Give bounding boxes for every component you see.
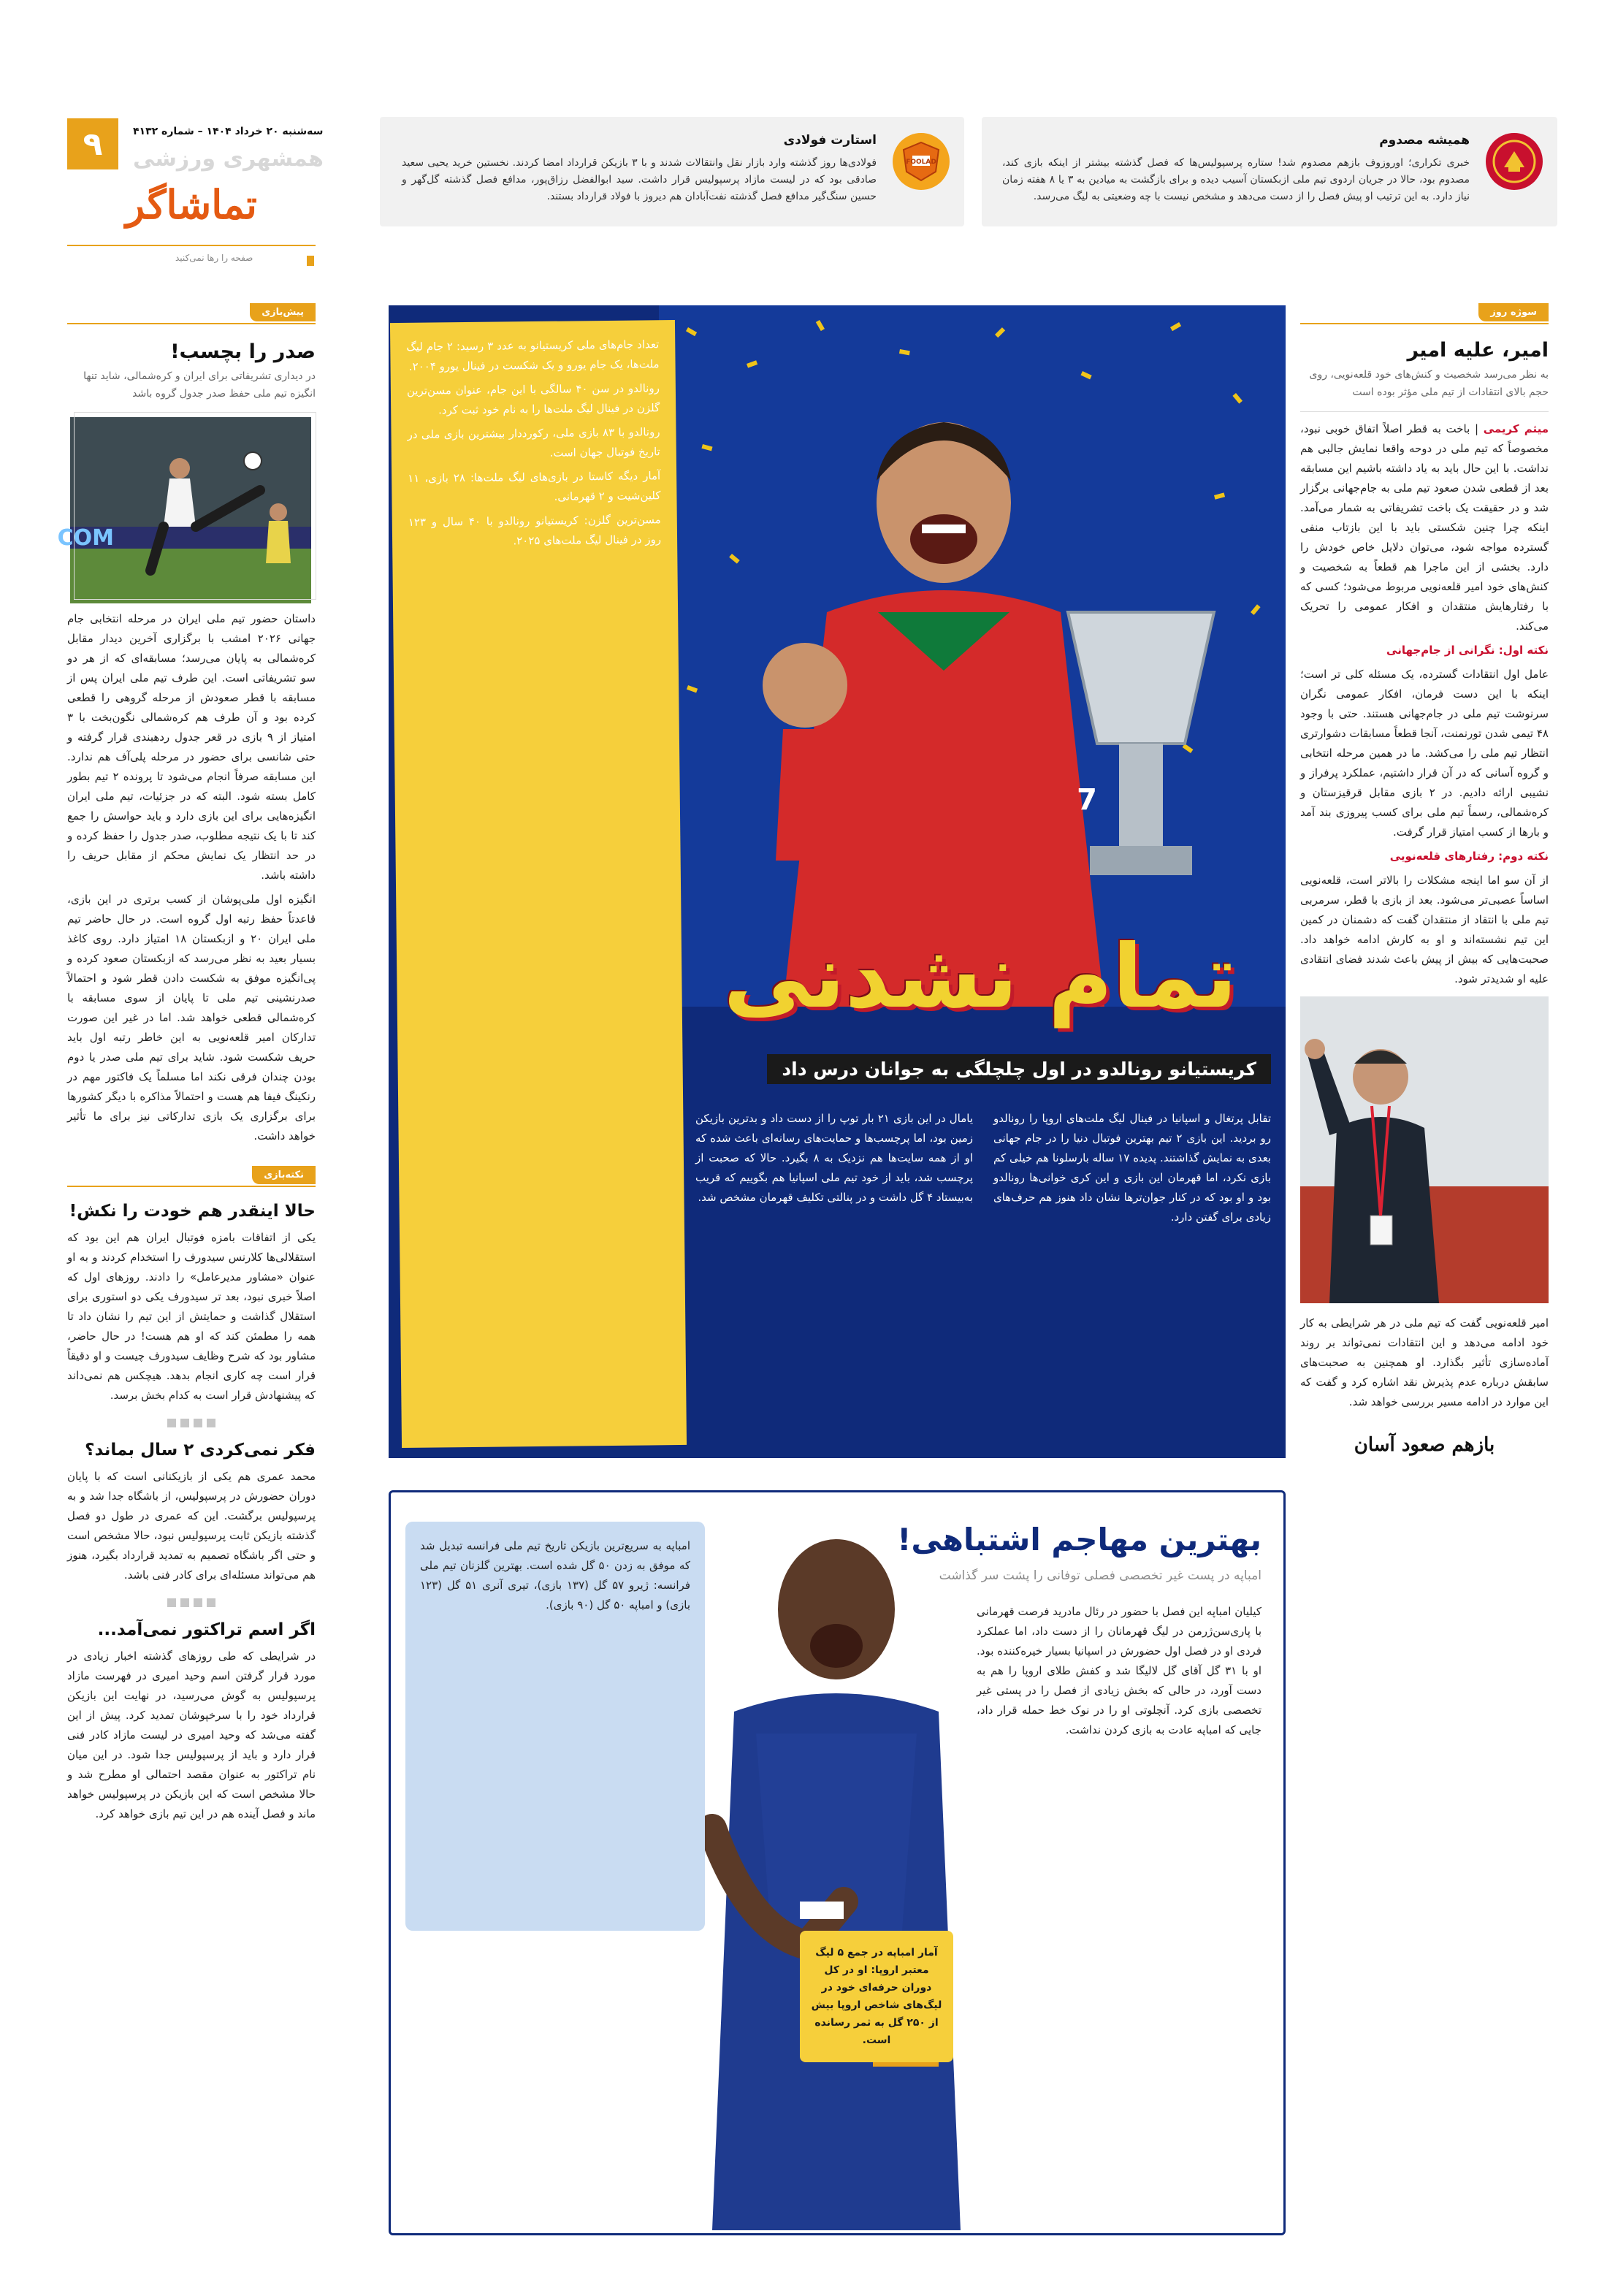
tagline: صفحه را رها نمی‌کنید bbox=[175, 253, 253, 263]
news-title: همیشه مصدوم bbox=[1379, 133, 1470, 148]
masthead-rule bbox=[67, 245, 316, 246]
article-body: یکی از اتفاقات بامزه فوتبال ایران هم این بود که استقلالی‌ها کلارنس سیدورف را استخدام کردند و به او عنوان «مشاور مدیرعامل» را دادند. روزهای اول که اصلاً خبری نبود، بعد تر سیدورف یکی دو استوری برای استقلال گذاشت و حمایتش از این تیم را نشان داد تا همه را مطمئن کند که او هم هست! در حال حاضر، مشاور بود که شرح وظایف سیدورف چیست و او دقیقاً قرار است چه کاری انجام بدهد. هیچکس هم نمی‌داند که پیشنهادش قرار است به کدام بخش برسد. bbox=[67, 1231, 316, 1402]
headline-amiri: اگر اسم تراکتور نمی‌آمد... bbox=[97, 1620, 316, 1639]
stats-sticky-note bbox=[390, 320, 687, 1448]
svg-text:7: 7 bbox=[1077, 783, 1097, 817]
stat-item: تعداد جام‌های ملی کریستیانو به عدد ۳ رسید: ۲ جام لیگ ملت‌ها، یک جام یورو و یک شکست در فینال یورو ۲۰۰۴. bbox=[406, 337, 660, 373]
point-heading: نکته دوم: رفتارهای قلعه‌نویی bbox=[1389, 850, 1549, 863]
feature-ronaldo bbox=[389, 305, 1286, 1458]
news-text: خبری تکراری؛ اوروزوف بازهم مصدوم شد! ستاره پرسپولیس‌ها که فصل گذشته بیشتر از اینکه بازی کند، مصدوم بود، حالا در جریان اردوی تیم ملی ازبکستان آسیب دیده و برای بازگشت به میادین به ۳ یا ۸ هفته زمان نیاز دارد. به این ترتیب او پیش فصل را از دست می‌دهد و مشخص نیست با چه وضعیتی به لیگ می‌رسد. bbox=[1002, 157, 1470, 202]
mbappe-body: کیلیان امباپه این فصل با حضور در رئال مادرید فرصت قهرمانی با پاری‌سن‌ژرمن در لیگ قهرمانان را از دست داد، اما عملکرد فردی او در فصل اول حضورش در اسپانیا بسیار خیره‌کننده بود. او با ۳۱ گل آقای گل لالیگا شد و کفش طلای اروپا را هم به دست آورد، در حالی که بخش زیادی از فصل را در پستی غیر تخصصی بازی کرد. آنچلوتی او را در نوک خط حمله قرار داد، جایی که امباپه عادت به بازی کردن نداشت. bbox=[977, 1605, 1261, 1736]
mbappe-stats-box: امباپه به سریع‌ترین بازیکن تاریخ تیم ملی فرانسه تبدیل شد که موفق به زدن ۵۰ گل شده است. بهترین گلزنان تیم ملی فرانسه: ژیرو ۵۷ گل (۱۳۷ بازی)، تیری آنری ۵۱ گل (۱۲۳ بازی) و امباپه ۵۰ گل (۹۰ بازی). bbox=[405, 1522, 705, 1931]
article-body: امیر قلعه‌نویی گفت که تیم ملی در هر شرایطی به کار خود ادامه می‌دهد و این انتقادات نمی‌تواند بر روند آماده‌سازی تأثیر بگذارد. او همچنین به صحبت‌های سابقش درباره عدم پذیرش نقد اشاره کرد و گفت که این موارد در ادامه مسیر بررسی خواهد شد. bbox=[1300, 1316, 1549, 1408]
stat-item: آمار دیگه کاستا در بازی‌های لیگ ملت‌ها: ۲۸ بازی، ۱۱ کلین‌شیت و ۲ قهرمانی. bbox=[408, 469, 661, 503]
date-line: سه‌شنبه ۲۰ خرداد ۱۴۰۴ – شماره ۴۱۳۲ bbox=[133, 126, 324, 137]
separator-dots bbox=[67, 1419, 316, 1427]
stat-item: رونالدو در سن ۴۰ سالگی با این جام، عنوان مسن‌ترین گلزن در فینال لیگ ملت‌ها را به نام خود ثبت کرد. bbox=[406, 381, 660, 417]
mbappe-note: آمار امباپه در جمع ۵ لیگ معتبر اروپا: او در کل دوران حرفه‌ای خود در لیگ‌های شاخص اروپا بیش از ۲۵۰ گل به ثمر رسانده است. bbox=[800, 1931, 953, 2062]
section-tab-note: نکته‌بازی bbox=[67, 1164, 316, 1187]
section-tab-preview: پیش‌بازی bbox=[67, 301, 316, 324]
article-body: محمد عمری هم یکی از بازیکنانی است که با پایان دوران حضورش در پرسپولیس، از باشگاه جدا شد و به پرسپولیس برگشت. این که عمری در طول دو فصل گذشته بازیکن ثابت پرسپولیس نبود، حالا مشخص است و حتی اگر باشگاه تصمیم به تمدید قرارداد بگیرد، هنوز هم می‌تواند مسئله‌ای برای کادر فنی باشد. bbox=[67, 1470, 316, 1582]
separator-dots bbox=[67, 1598, 316, 1607]
article-body: در شرایطی که طی روزهای گذشته اخبار زیادی در مورد قرار گرفتن اسم وحید امیری در فهرست مازاد پرسپولیس به گوش می‌رسید، در نهایت این بازیکن قرارداد خود را با سرخپوشان تمدید کرد. پیش از این گفته می‌شد که وحید امیری در لیست مازاد کادر فنی قرار دارد و باید از پرسپولیس جدا شود. در این میان نام تراکتور به عنوان مقصد احتمالی او مطرح شد و حالا مشخص است که این بازیکن در پرسپولیس خواهد ماند و فصل آینده هم در این تیم بازی خواهد کرد. bbox=[67, 1649, 316, 1820]
newspaper-logo: تماشاگر bbox=[126, 181, 257, 228]
headline-amir: امیر، علیه امیر bbox=[1407, 339, 1549, 362]
foolad-logo-icon bbox=[893, 133, 950, 190]
svg-text:COM: COM bbox=[57, 525, 114, 551]
feature-body-right: تقابل پرتغال و اسپانیا در فینال لیگ ملت‌های اروپا را رونالدو رو بردید. این بازی ۲ تیم بهترین فوتبال دنیا را در جام جهانی بعدی به نمایش گذاشتند. پدیده ۱۷ ساله بارسلونا هم خیلی کم بازی نکرد، اما قهرمان این بازی و این کری خوانی‌ها رونالدو بود و او بود که در کنار جوان‌ترها نشان داد هنوز هم حرف‌های زیادی برای گفتن دارد. bbox=[993, 1112, 1271, 1224]
article-body: داستان حضور تیم ملی ایران در مرحله انتخابی جام جهانی ۲۰۲۶ امشب با برگزاری آخرین دیدار مقابل کره‌شمالی به پایان می‌رسد؛ مسابقه‌ای که از هر دو سو تشریفاتی است. این طرف تیم ملی ایران پس از مسابقه با قطر صعودش از مرحله گروهی را قطعی کرده بود و آن طرف هم کره‌شمالی نگون‌بخت با ۳ امتیاز از ۹ بازی در قعر جدول ردهبندی قرار گرفته و حتی شانسی برای حضور در مرحله پلی‌آف هم ندارد. این مسابقه صرفاً انجام می‌شود تا پرونده ۲ تیم بطور کامل بسته شود. البته که در جزئیات، تیم ملی ایران انگیزه‌هایی برای این بازی دارد و باید حواسش را جمع کند تا با یک نتیجه مطلوب، صدر جدول را حفظ کرده و در حد انتظار یک نمایش محکم از مقابل حریف را داشته باشد. انگیزه اول ملی‌پوشان از کسب برتری در این بازی، قاعدتاً حفظ رتبه اول گروه است. در حال حاضر تیم ملی ایران ۲۰ و ازبکستان ۱۸ امتیاز دارد. روی کاغذ بسیار بعید به نظر می‌رسد که ازبکستان صعود کرده و پی‌انگیزه موفق به شکست دادن قطر شود و احتمالاً صدرنشینی تیم ملی تا پایان از سوی مسابقه با کره‌شمالی قطعی خواهد شد. اما در غیر این صورت تدارکان امیر قلعه‌نویی به این خاطر رتبه اول باید حریف شکست شود. شاید برای تیم ملی صدر یا دوم بودن چندان فرقی نکند اما مسلماً یک فاکتور مهم در رنکینگ فیفا هم هست و احتمالاً مذاکره با دیگر کشورها برای برگزاری یک بازی تدارکاتی نیز برای ما تأثیر خواهد داشت. bbox=[67, 612, 316, 1143]
subheadline: به نظر می‌رسد شخصیت و کنش‌های خود قلعه‌نویی، روی حجم بالای انتقادات از تیم ملی مؤثر بوده است bbox=[1309, 369, 1549, 398]
news-title: استارت فولادی bbox=[783, 133, 877, 148]
team-iran-photo bbox=[57, 413, 316, 599]
feature-subtitle: کریستیانو رونالدو در اول چلچلگی به جوانان درس داد bbox=[767, 1054, 1271, 1084]
column-rule bbox=[1300, 411, 1549, 412]
signature: بازهم صعود آسان bbox=[1354, 1434, 1495, 1456]
ghalenoei-photo bbox=[1300, 996, 1549, 1303]
mbappe-subtitle: امباپه در پست غیر تخصصی فصلی توفانی را پشت سر گذاشت bbox=[939, 1568, 1261, 1583]
news-text: فولادی‌ها روز گذشته وارد بازار نقل وانتقالات شدند و با ۳ بازیکن قرارداد امضا کردند. نخستین خرید یحیی سعید صادقی بود که در لیست مازاد پرسپولیس قرار داشت. سید ابوالفضل رزاق‌پور، مدافع فصل گذشته گل‌گهر و حسین سنگ‌گیر مدافع فصل گذشته نفت‌آبادان هم دیروز با فولاد قرارداد بستند. bbox=[402, 157, 877, 202]
author-name: میثم کریمی bbox=[1483, 422, 1549, 435]
mbappe-title: بهترین مهاجم اشتباهی! bbox=[897, 1522, 1261, 1557]
article-body: میثم کریمی | باخت به قطر اصلاً اتفاق خوبی نبود، مخصوصاً که تیم ملی در دوحه واقعا نمایش جالبی هم نداشت. با این حال باید به یاد داشته باشیم این مسابقه بعد از قطعی شدن صعود تیم ملی به جام‌جهانی برگزار شد و در حقیقت یک باخت تشریفاتی به شمار می‌آمد. اینکه چرا چنین شکستی باید با این بازتاب منفی گسترده مواجه شود، می‌توان دلایل خاص خودش را دارد. بخشی از این ماجرا هم قطعاً به شخصیت و کنش‌های خود امیر قلعه‌نویی مربوط می‌شود؛ کسی که با رفتارهایش منتقدان و افکار عمومی را تحریک می‌کند. نکته اول: نگرانی از جام‌جهانی عامل اول انتقادات گسترده، یک مسئله کلی تر است؛ اینکه با این دست فرمان، افکار عمومی نگران سرنوشت تیم ملی در جام‌جهانی هستند. حتی با وجود ۴۸ تیمی شدن تورنمنت، آنجا قطعاً مسابقات دشوارتری انتظار تیم ملی را می‌کشد. ما در همین مرحله انتخابی و گروه آسانی که در آن قرار داشتیم، عملکرد پرفراز و نشیبی ارائه دادیم. در ۲ بازی مقابل قرقیزستان و کره‌شمالی، رسماً تیم ملی برای کسب پیروزی بند آمد و بارها از کسب امتیاز قرار گرفت. نکته دوم: رفتارهای قلعه‌نویی از آن سو اما اینجه مشکلات را بالاتر است، قلعه‌نویی اساساً عصبی‌تر می‌شود. بعد از بازی با قطر، سرمربی تیم ملی با انتقاد از منتقدان گفت که دشمنان در کمین این تیم نشسته‌اند و او به کارش ادامه خواهد داد. صحبت‌هایی که بیش از پیش باعث شدند فضای انتقادی علیه او شدیدتر شود. bbox=[1300, 422, 1549, 985]
headline-sidorf: حالا اینقدر هم خودت را نکش! bbox=[69, 1202, 316, 1221]
subheadline: در دیداری تشریفاتی برای ایران و کره‌شمالی، شاید تنها انگیزه تیم ملی حفظ صدر جدول گروه باشد bbox=[83, 370, 316, 400]
ghost-logo: همشهری ورزشی bbox=[133, 146, 324, 172]
feature-body-left: یامال در این بازی ۲۱ بار توپ را از دست داد و بدترین بازیکن زمین بود، اما پرچسب‌ها و حمایت‌های رسانه‌ای باعث شده که او از همه سایت‌ها هم نزدیک به ۸ بگیرد. حالا که صحبت از پرچسب شد، باید از خود تیم ملی اسپانیا هم بگوییم که قریب به‌بیستاد ۴ گل داشت و در پنالتی تکلیف قهرمان مشخص شد. bbox=[695, 1112, 973, 1204]
tagline-marker bbox=[307, 256, 314, 266]
top-news-box bbox=[380, 117, 964, 226]
svg-text:FOOLAD: FOOLAD bbox=[906, 159, 936, 166]
mbappe-illustration bbox=[683, 1492, 990, 2230]
persepolis-logo-icon bbox=[1486, 133, 1543, 190]
headline-omri: فکر نمی‌کردی ۲ سال بماند؟ bbox=[85, 1441, 316, 1460]
left-column bbox=[57, 301, 316, 2237]
headline-stick-top: صدر را بچسب! bbox=[170, 340, 316, 363]
stat-item: مسن‌ترین گلزن: کریستیانو رونالدو با ۴۰ سال و ۱۲۳ روز در فینال لیگ ملت‌های ۲۰۲۵. bbox=[408, 513, 662, 548]
stat-item: رونالدو با ۸۳ بازی ملی، رکورددار بیشترین بازی ملی در تاریخ فوتبال جهان است. bbox=[407, 425, 660, 459]
top-news-box bbox=[982, 117, 1557, 226]
right-column bbox=[1300, 301, 1549, 2237]
point-heading: نکته اول: نگرانی از جام‌جهانی bbox=[1386, 644, 1549, 657]
feature-title: تمام نشدنی bbox=[723, 926, 1237, 1028]
page-number: ۹ bbox=[67, 118, 118, 169]
ronaldo-trophy-illustration bbox=[659, 305, 1286, 1007]
section-tab-topic: سوژه روز bbox=[1300, 301, 1549, 324]
feature-mbappe bbox=[389, 1490, 1286, 2235]
